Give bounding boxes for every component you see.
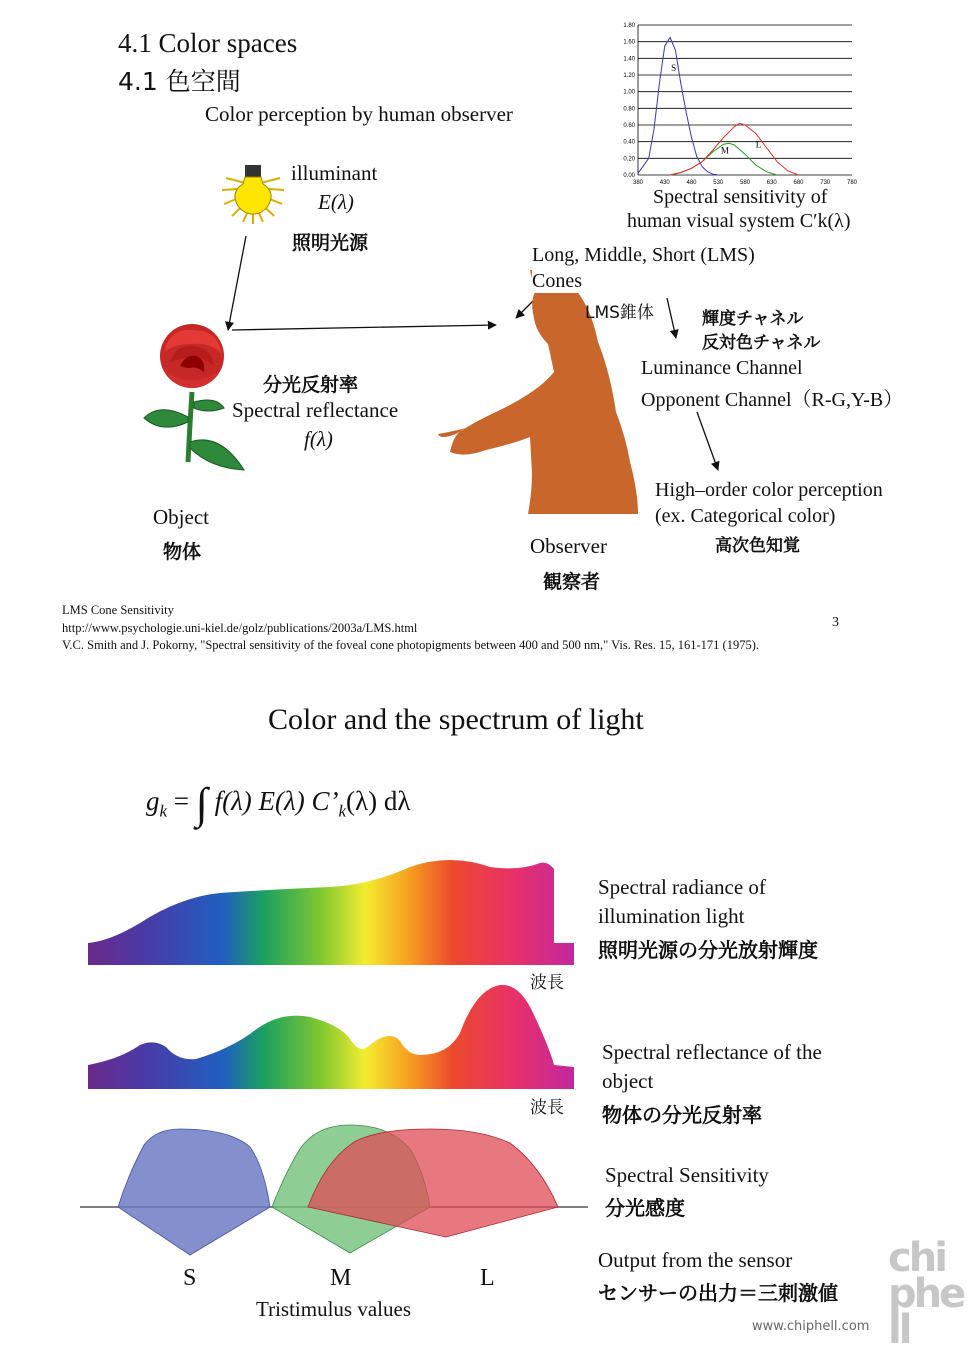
sensitivity-line1: Spectral Sensitivity [605,1163,769,1187]
chart-x-tick: 530 [713,180,724,186]
chart-x-tick: 780 [846,180,858,186]
reference-citation: V.C. Smith and J. Pokorny, "Spectral sensitivity of the foveal cone photopigments between 400 and 500 nm," Vis. Res. 15, 161-171 (1975). [62,638,759,652]
observer-jp: 観察者 [543,571,601,593]
reflectance-axis-jp: 波長 [530,1098,564,1118]
chart-y-tick: 1.60 [623,39,635,46]
formula-g: g [146,786,160,816]
chart-x-tick: 430 [659,180,670,186]
page-number: 3 [832,615,839,630]
radiance-line2: illumination light [598,904,745,928]
cones-label-line2: Cones [532,270,582,292]
watermark-logo [888,1235,968,1353]
cones-label-line1: Long, Middle, Short (LMS) [532,244,755,266]
chart-x-tick: 730 [820,180,831,186]
chart-y-tick: 1.40 [623,56,635,63]
cone-label-s: S [183,1265,197,1291]
chart-y-tick: 0.40 [623,139,635,146]
chart-y-tick: 0.80 [623,106,635,113]
output-line1: Output from the sensor [598,1248,793,1272]
chart-x-tick: 380 [632,180,644,186]
perception-jp: 高次色知覚 [715,536,800,556]
reflectance2-line2: object [602,1069,654,1093]
tristimulus-label: Tristimulus values [256,1297,411,1321]
chart-series-label: S [671,62,677,73]
object-jp: 物体 [163,541,202,563]
chart-x-tick: 480 [686,180,697,186]
section-heading-jp: 4.1 色空間 [118,67,241,96]
slide-subtitle: Color perception by human observer [205,102,513,126]
chart-y-tick: 1.00 [623,89,635,96]
chart-y-tick: 1.20 [623,73,635,79]
observer-label: Observer [530,534,607,558]
formula-body: f(λ) E(λ) C’ [214,786,339,816]
chart-y-tick: 0.00 [623,173,635,179]
watermark-logo-text: chiphell [888,1235,964,1353]
chart-x-tick: 580 [739,180,751,186]
formula-tail: (λ) dλ [346,786,411,816]
illuminant-label: illuminant [291,161,378,185]
chart-series-label: L [755,139,762,150]
channel-luminance: Luminance Channel [641,357,803,379]
formula: $g_k$ = ∫ f(λ) E(λ) $C’_k(\lambda)$ dλ [146,779,411,828]
radiance-jp: 照明光源の分光放射輝度 [598,938,818,962]
reflectance2-line1: Spectral reflectance of the [602,1040,822,1064]
radiance-line1: Spectral radiance of [598,875,766,899]
illuminant-jp: 照明光源 [292,232,369,254]
reflectance-jp: 分光反射率 [263,374,359,396]
chart-x-tick: 630 [766,180,777,186]
spectrum-graphs [80,855,680,1255]
section-heading-en: 4.1 Color spaces [118,28,298,58]
channel-jp-opponent: 反対色チャネル [702,333,821,353]
radiance-axis-jp: 波長 [530,973,564,993]
perception-line1: High–order color perception [655,479,883,501]
formula-g-subscript: k [159,801,168,821]
illuminant-symbol: E(λ) [318,190,354,214]
slide2-title: Color and the spectrum of light [268,703,644,736]
perception-line2: (ex. Categorical color) [655,505,836,527]
watermark-url: www.chiphell.com [752,1319,870,1334]
channel-opponent: Opponent Channel（R-G,Y-B） [641,389,904,411]
chart-y-tick: 1.80 [623,23,635,29]
chart-y-tick: 0.20 [623,156,635,163]
sensitivity-caption-line1: Spectral sensitivity of [653,186,828,208]
reference-link[interactable]: http://www.psychologie.uni-kiel.de/golz/publications/2003a/LMS.html [62,621,418,635]
reflectance-symbol: f(λ) [304,427,333,451]
chart-series-label: M [720,145,729,156]
cone-label-m: M [330,1265,352,1291]
chart-y-tick: 0.60 [623,123,635,129]
output-jp: センサーの出力＝三刺激値 [598,1281,838,1305]
sensitivity-jp: 分光感度 [605,1196,685,1220]
channel-jp-luminance: 輝度チャネル [702,309,804,329]
object-label: Object [153,505,209,529]
cones-jp: LMS錐体 [585,303,654,323]
sensitivity-caption-line2: human visual system C′k(λ) [627,210,851,232]
reflectance2-jp: 物体の分光反射率 [602,1103,762,1127]
chart-x-tick: 680 [793,180,804,186]
reference-title: LMS Cone Sensitivity [62,603,174,617]
reflectance-label: Spectral reflectance [232,398,399,422]
cone-label-l: L [480,1265,495,1291]
formula-c-subscript: k [338,801,346,821]
rose-icon [140,322,250,472]
